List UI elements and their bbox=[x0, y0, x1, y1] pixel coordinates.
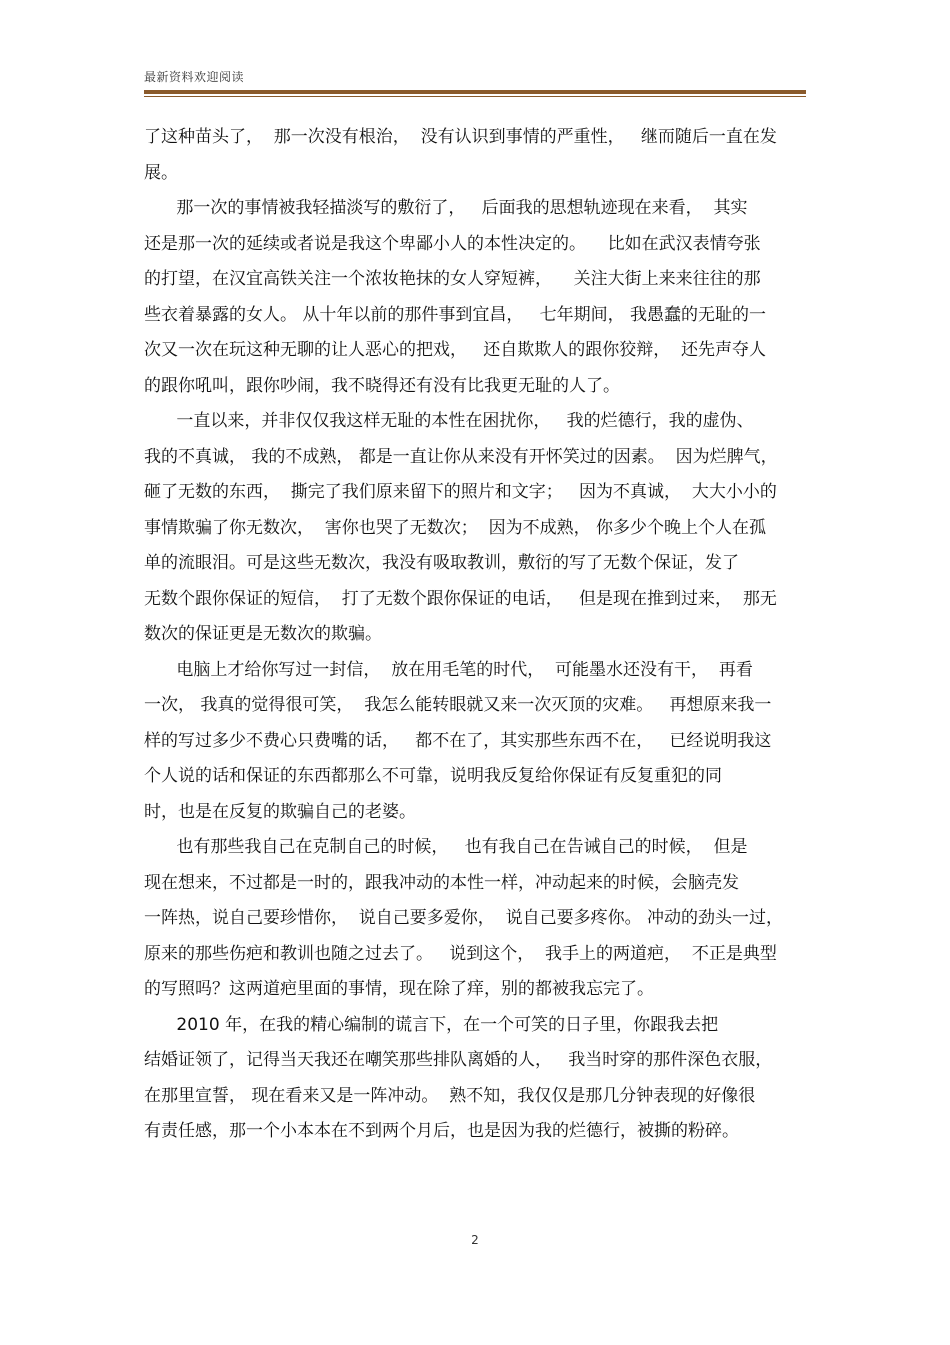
text-line: 还是那一次的延续或者说是我这个卑鄙小人的本性决定的。 比如在武汉表情夸张 bbox=[144, 233, 761, 254]
text-line: 一直以来，并非仅仅我这样无耻的本性在困扰你， 我的烂德行，我的虚伪、 bbox=[144, 411, 754, 431]
text-line: 些衣着暴露的女人。 从十年以前的那件事到宜昌， 七年期间， 我愚蠢的无耻的一 bbox=[144, 304, 767, 325]
text-line: 数次的保证更是无数次的欺骗。 bbox=[144, 624, 382, 644]
text-line: 无数个跟你保证的短信， 打了无数个跟你保证的电话， 但是现在推到过来， 那无 bbox=[144, 588, 777, 609]
text-line: 样的写过多少不费心只费嘴的话， 都不在了，其实那些东西不在， 已经说明我这 bbox=[144, 730, 772, 751]
text-line: 的跟你吼叫，跟你吵闹，我不晓得还有没有比我更无耻的人了。 bbox=[144, 375, 620, 396]
text-line: 时，也是在反复的欺骗自己的老婆。 bbox=[144, 801, 416, 822]
text-line: 了这种苗头了， 那一次没有根治， 没有认识到事情的严重性， 继而随后一直在发 bbox=[144, 127, 777, 147]
text-line: 有责任感，那一个小本本在不到两个月后，也是因为我的烂德行，被撕的粉碎。 bbox=[144, 1121, 739, 1141]
text-line: 也有那些我自己在克制自己的时候， 也有我自己在告诫自己的时候， 但是 bbox=[144, 837, 748, 857]
header-rule-thick bbox=[144, 90, 806, 94]
text-line: 那一次的事情被我轻描淡写的敷衍了， 后面我的思想轨迹现在来看， 其实 bbox=[144, 198, 748, 218]
text-line: 一阵热，说自己要珍惜你， 说自己要多爱你， 说自己要多疼你。 冲动的劲头一过， bbox=[144, 908, 784, 928]
text-line: 一次， 我真的觉得很可笑， 我怎么能转眼就又来一次灭顶的灾难。 再想原来我一 bbox=[144, 695, 772, 715]
text-line: 2010 年，在我的精心编制的谎言下，在一个可笑的日子里，你跟我去把 bbox=[144, 1014, 719, 1035]
text-line: 单的流眼泪。可是这些无数次，我没有吸取教训，敷衍的写了无数个保证，发了 bbox=[144, 553, 739, 573]
header-title: 最新资料欢迎阅读 bbox=[144, 70, 245, 84]
text-line: 在那里宣誓， 现在看来又是一阵冲动。 熟不知，我仅仅是那几分钟表现的好像很 bbox=[144, 1085, 756, 1106]
text-line: 的打望，在汉宜高铁关注一个浓妆艳抹的女人穿短裤， 关注大街上来来往往的那 bbox=[144, 269, 761, 289]
text-line: 的写照吗？这两道疤里面的事情，现在除了痒，别的都被我忘完了。 bbox=[144, 979, 654, 999]
text-line: 现在想来，不过都是一时的，跟我冲动的本性一样，冲动起来的时候，会脑壳发 bbox=[144, 872, 739, 893]
text-line: 我的不真诚， 我的不成熟， 都是一直让你从来没有开怀笑过的因素。 因为烂脾气， bbox=[144, 446, 778, 467]
text-line: 次又一次在玩这种无聊的让人恶心的把戏， 还自欺欺人的跟你狡辩， 还先声夺人 bbox=[144, 340, 767, 360]
page-number: 2 bbox=[471, 1233, 479, 1247]
text-line: 电脑上才给你写过一封信， 放在用毛笔的时代， 可能墨水还没有干， 再看 bbox=[144, 659, 753, 680]
text-line: 砸了无数的东西， 撕完了我们原来留下的照片和文字； 因为不真诚， 大大小小的 bbox=[144, 482, 777, 502]
text-line: 原来的那些伤疤和教训也随之过去了。 说到这个， 我手上的两道疤， 不正是典型 bbox=[144, 943, 777, 964]
text-line: 事情欺骗了你无数次， 害你也哭了无数次； 因为不成熟， 你多少个晚上个人在孤 bbox=[144, 517, 767, 538]
text-line: 展。 bbox=[144, 162, 178, 183]
body-text bbox=[144, 120, 806, 1150]
header-rule-thin bbox=[144, 96, 806, 97]
text-line: 个人说的话和保证的东西都那么不可靠，说明我反复给你保证有反复重犯的同 bbox=[144, 766, 722, 786]
text-line: 结婚证领了，记得当天我还在嘲笑那些排队离婚的人， 我当时穿的那件深色衣服， bbox=[144, 1050, 773, 1070]
